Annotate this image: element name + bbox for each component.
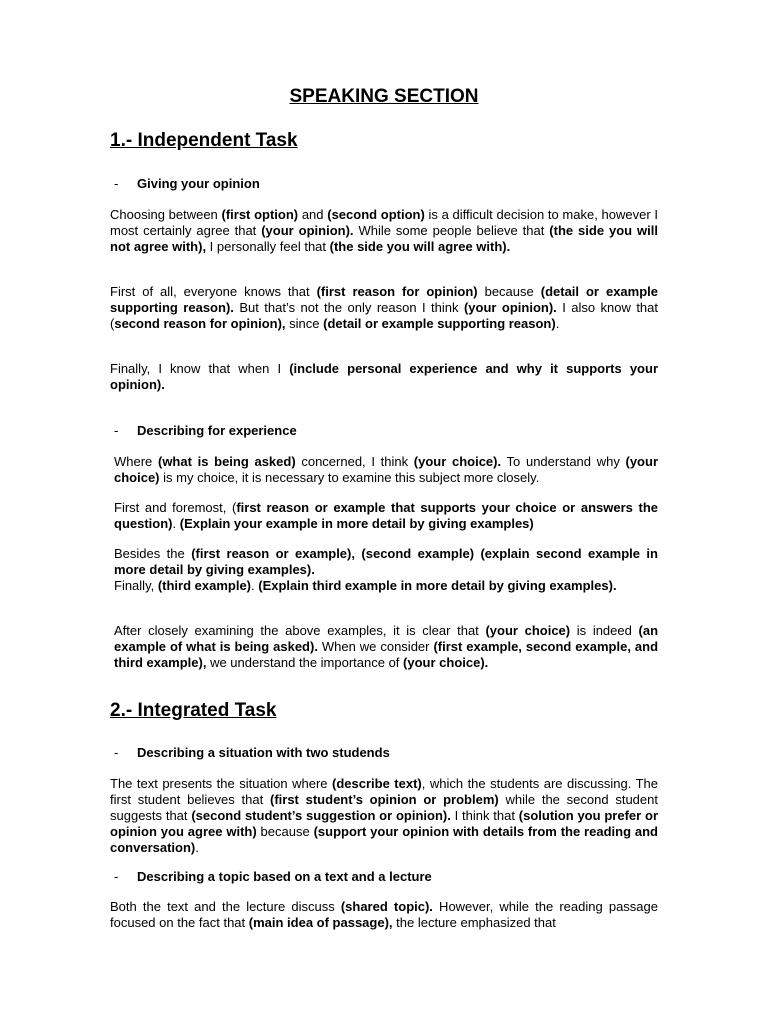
body-text: . [172, 516, 180, 531]
placeholder-text: first reason or example that supports your choice or answers the question) [114, 500, 658, 531]
bullet-label: Giving your opinion [137, 176, 260, 191]
placeholder-text: (what is being asked) [157, 454, 296, 469]
placeholder-text: (first option) [221, 207, 299, 222]
bullet-describing-experience [114, 423, 297, 438]
body-text: the lecture emphasized that [392, 915, 556, 930]
body-text: First of all, everyone knows that [110, 284, 317, 299]
body-text: because [256, 824, 314, 839]
body-text: When we consider [317, 639, 434, 654]
body-text: To understand why [501, 454, 626, 469]
experience-paragraph-4 [114, 623, 658, 671]
placeholder-text: (first example, second example, and third example), [114, 639, 659, 670]
placeholder-text: (your choice) [114, 454, 658, 485]
body-text: because [477, 284, 541, 299]
placeholder-text: (an example of what is being asked). [114, 623, 659, 654]
body-text: , which the students are discussing. The first student believes that [110, 776, 658, 807]
body-text: Besides the [114, 546, 192, 561]
body-text: However, while the reading passage focused on the fact that [110, 899, 658, 930]
bullet-label: Describing a situation with two studends [137, 745, 390, 760]
placeholder-text: (second student’s suggestion or opinion). [191, 808, 451, 823]
body-text: . [195, 840, 199, 855]
placeholder-text: (support your opinion with details from the reading and conversation) [110, 824, 659, 855]
experience-paragraph-2 [114, 500, 658, 532]
body-text: and [298, 207, 328, 222]
opinion-paragraph-2 [110, 284, 658, 332]
placeholder-text: (first reason or example), (second example) (explain second example in more detail by giving examples). [114, 546, 658, 577]
experience-paragraph-1 [114, 454, 658, 486]
body-text: is indeed [570, 623, 639, 638]
body-text: While some people believe that [353, 223, 550, 238]
body-text: I think that [450, 808, 519, 823]
body-text: Finally, [114, 578, 158, 593]
situation-paragraph-1 [110, 776, 658, 856]
placeholder-text: (first student’s opinion or problem) [269, 792, 499, 807]
bullet-dash: - [114, 745, 119, 760]
placeholder-text: (third example) [157, 578, 252, 593]
body-text: . [251, 578, 259, 593]
placeholder-text: (second option) [327, 207, 425, 222]
placeholder-text: (Explain your example in more detail by giving examples) [179, 516, 534, 531]
bullet-topic-text-lecture [114, 869, 432, 884]
placeholder-text: (detail or example supporting reason) [323, 316, 556, 331]
topic-paragraph-1 [110, 899, 658, 931]
body-text: Both the text and the lecture discuss [110, 899, 341, 914]
body-text: After closely examining the above examples, it is clear that [114, 623, 486, 638]
opinion-paragraph-1 [110, 207, 658, 255]
placeholder-text: (your choice). [403, 655, 489, 670]
placeholder-text: (your opinion). [261, 223, 354, 238]
placeholder-text: (describe text) [332, 776, 422, 791]
bullet-dash: - [114, 869, 119, 884]
placeholder-text: (detail or example supporting reason). [110, 284, 658, 315]
placeholder-text: (main idea of passage), [248, 915, 393, 930]
page-title: SPEAKING SECTION [289, 86, 479, 107]
integrated-task-heading: 2.- Integrated Task [110, 700, 277, 721]
bullet-label: Describing for experience [137, 423, 297, 438]
bullet-dash: - [114, 176, 119, 191]
placeholder-text: (shared topic). [340, 899, 433, 914]
placeholder-text: (first reason for opinion) [316, 284, 478, 299]
body-text: while the second student suggests that [110, 792, 658, 823]
bullet-giving-opinion [114, 176, 260, 191]
placeholder-text: (your choice). [413, 454, 502, 469]
body-text: First and foremost, ( [114, 500, 237, 515]
opinion-paragraph-3 [110, 361, 658, 393]
placeholder-text: (the side you will agree with). [329, 239, 511, 254]
placeholder-text: (your opinion). [463, 300, 557, 315]
body-text: concerned, I think [295, 454, 414, 469]
bullet-label: Describing a topic based on a text and a lecture [137, 869, 432, 884]
body-text: Finally, I know that when I [110, 361, 290, 376]
experience-paragraph-3 [114, 546, 658, 594]
body-text: is a difficult decision to make, however I most certainly agree that [110, 207, 658, 238]
bullet-dash: - [114, 423, 119, 438]
body-text: The text presents the situation where [110, 776, 333, 791]
placeholder-text: (Explain third example in more detail by giving examples). [258, 578, 617, 593]
placeholder-text: second reason for opinion), [114, 316, 286, 331]
body-text: is my choice, it is necessary to examine this subject more closely. [159, 470, 540, 485]
placeholder-text: (the side you will not agree with), [110, 223, 658, 254]
independent-task-heading: 1.- Independent Task [110, 130, 298, 151]
body-text: . [555, 316, 560, 331]
body-text: we understand the importance of [206, 655, 404, 670]
body-text: Choosing between [110, 207, 222, 222]
body-text: But that’s not the only reason I think [233, 300, 464, 315]
body-text: I personally feel that [206, 239, 330, 254]
body-text: I also know that ( [110, 300, 659, 331]
bullet-situation-two-students [114, 745, 390, 760]
placeholder-text: (your choice) [485, 623, 571, 638]
body-text: Where [114, 454, 158, 469]
placeholder-text: (solution you prefer or opinion you agree with) [110, 808, 659, 839]
body-text: since [285, 316, 324, 331]
placeholder-text: (include personal experience and why it supports your opinion). [110, 361, 658, 392]
